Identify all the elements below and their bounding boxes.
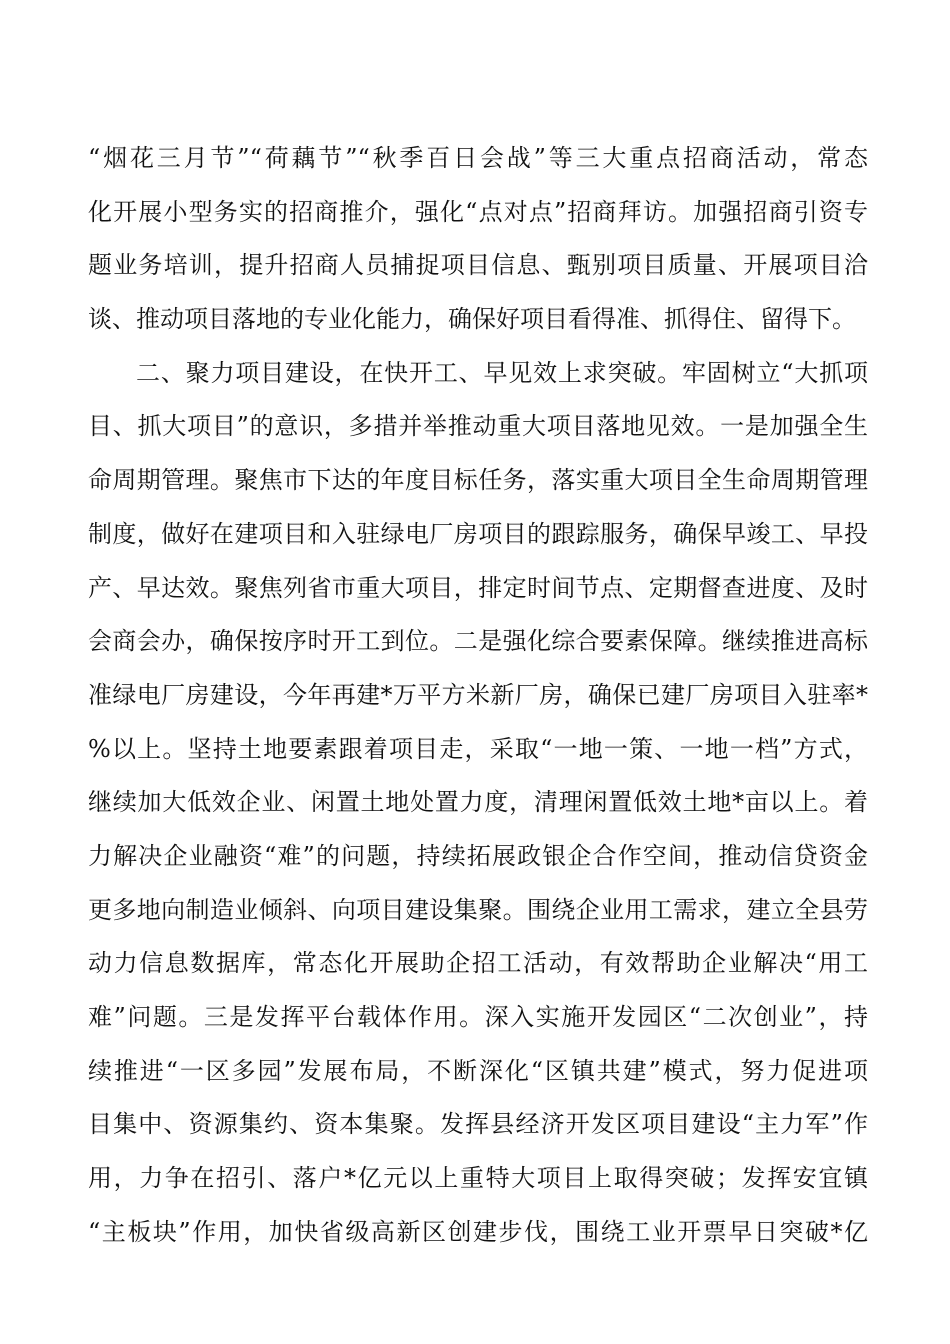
text-line: 谈、推动项目落地的专业化能力，确保好项目看得准、抓得住、留得下。	[88, 305, 856, 334]
text-line: 动力信息数据库，常态化开展助企招工活动，有效帮助企业解决“用工	[88, 949, 868, 978]
text-line: 用，力争在招引、落户*亿元以上重特大项目上取得突破；发挥安宜镇	[88, 1164, 868, 1193]
text-line: 会商会办，确保按序时开工到位。二是强化综合要素保障。继续推进高标	[88, 627, 868, 656]
text-line: 更多地向制造业倾斜、向项目建设集聚。围绕企业用工需求，建立全县劳	[88, 895, 868, 924]
text-line: 化开展小型务实的招商推介，强化“点对点”招商拜访。加强招商引资专	[88, 197, 868, 226]
text-line: “主板块”作用，加快省级高新区创建步伐，围绕工业开票早日突破*亿	[88, 1217, 868, 1246]
text-line: 题业务培训，提升招商人员捕捉项目信息、甄别项目质量、开展项目洽	[88, 251, 868, 280]
text-line: 难”问题。三是发挥平台载体作用。深入实施开发园区“二次创业”，持	[88, 1003, 868, 1031]
text-line: 制度，做好在建项目和入驻绿电厂房项目的跟踪服务，确保早竣工、早投	[88, 519, 868, 548]
text-line: 目、抓大项目”的意识，多措并举推动重大项目落地见效。一是加强全生	[88, 412, 868, 441]
body-text	[88, 132, 868, 1259]
text-line: 力解决企业融资“难”的问题，持续拓展政银企合作空间，推动信贷资金	[88, 841, 868, 870]
text-line: 续推进“一区多园”发展布局，不断深化“区镇共建”模式，努力促进项	[88, 1056, 868, 1085]
text-line: “烟花三月节”“荷藕节”“秋季百日会战”等三大重点招商活动，常态	[88, 144, 868, 172]
text-line: 命周期管理。聚焦市下达的年度目标任务，落实重大项目全生命周期管理	[88, 466, 868, 495]
text-line: 准绿电厂房建设，今年再建*万平方米新厂房，确保已建厂房项目入驻率*	[88, 680, 868, 709]
text-line: 产、早达效。聚焦列省市重大项目，排定时间节点、定期督查进度、及时	[88, 573, 868, 602]
text-line: %以上。坚持土地要素跟着项目走，采取“一地一策、一地一档”方式，	[88, 734, 868, 763]
section-heading-line: 二、聚力项目建设，在快开工、早见效上求突破。牢固树立“大抓项	[136, 358, 868, 387]
text-line: 继续加大低效企业、闲置土地处置力度，清理闲置低效土地*亩以上。着	[88, 788, 868, 817]
text-line: 目集中、资源集约、资本集聚。发挥县经济开发区项目建设“主力军”作	[88, 1110, 868, 1139]
